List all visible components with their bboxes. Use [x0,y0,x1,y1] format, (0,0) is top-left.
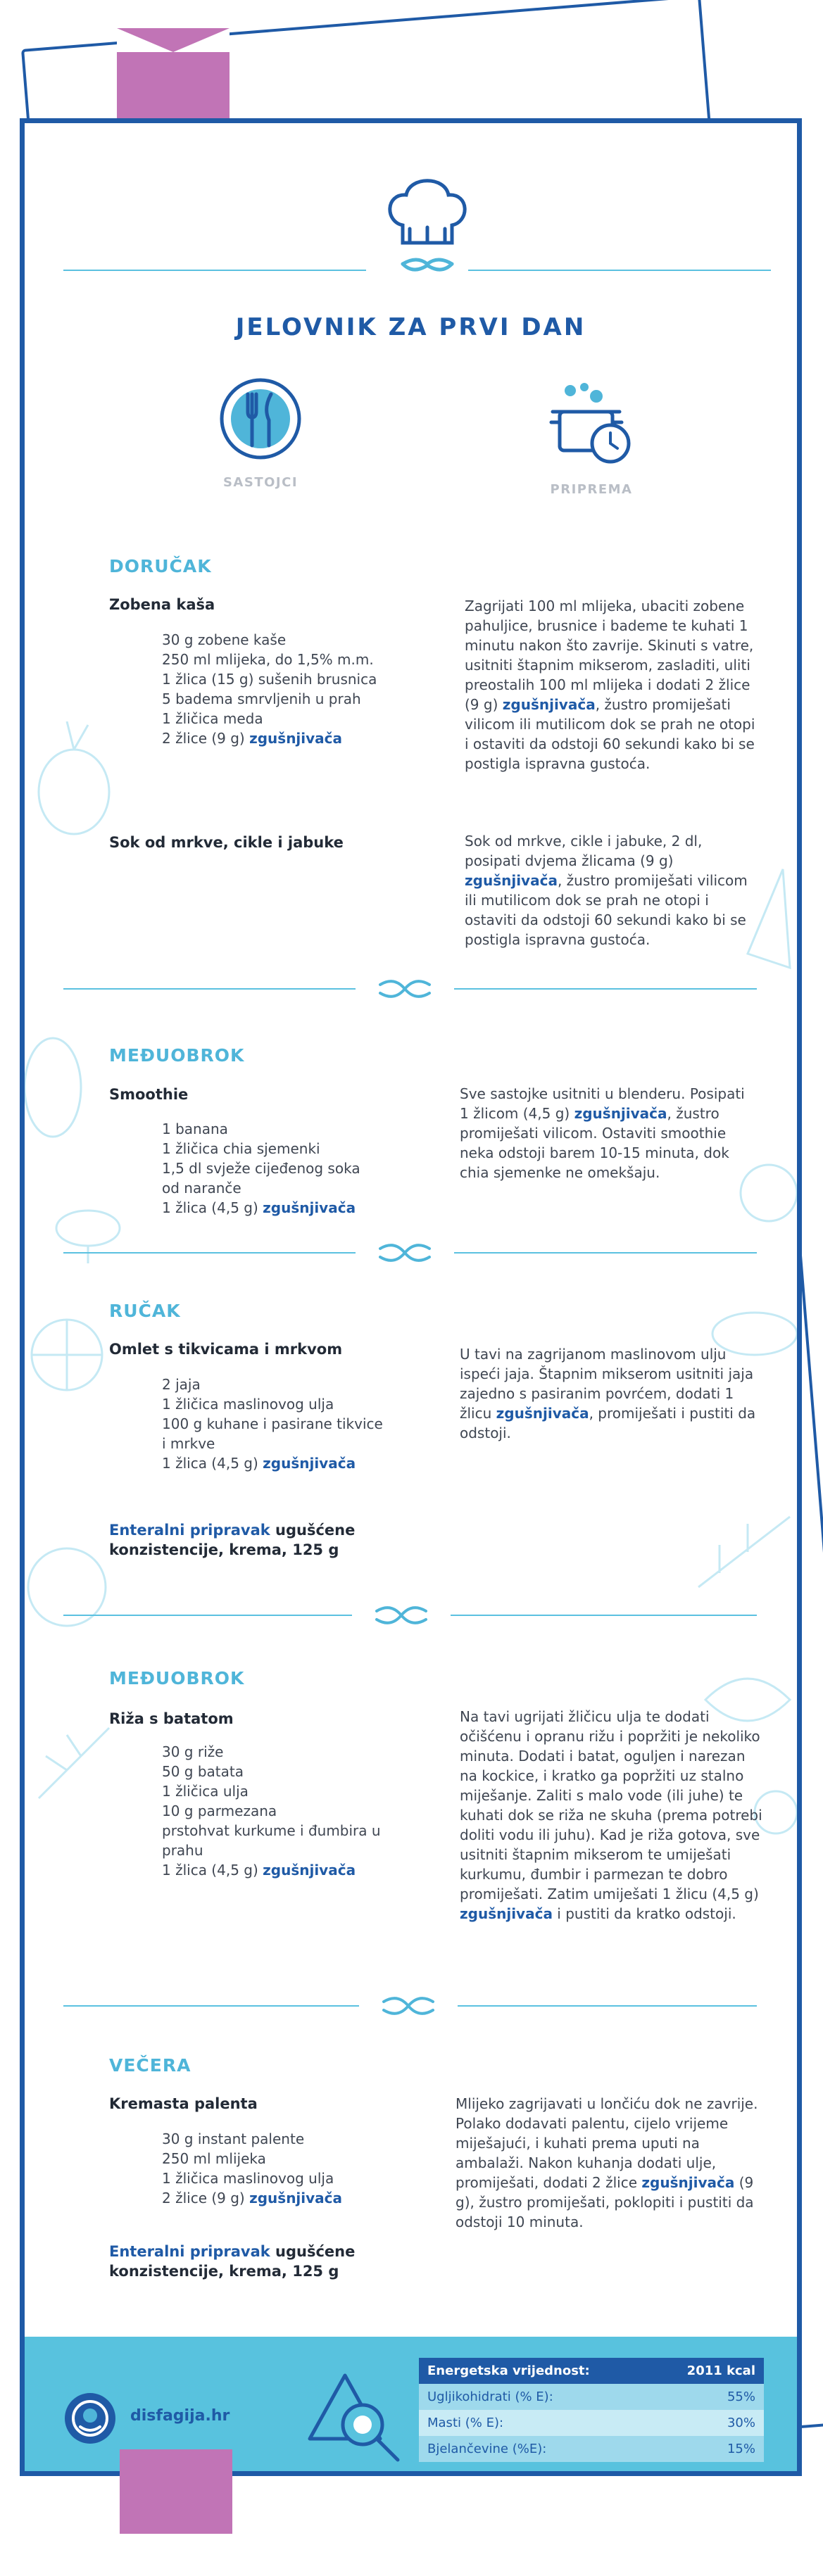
dish-name: Sok od mrkve, cikle i jabuke [109,834,344,851]
ingredient-item: 30 g riže [162,1743,224,1760]
enteral-highlight: Enteralni pripravak [109,1522,270,1539]
section-divider [25,1601,797,1650]
thickener-highlight: zgušnjivača [574,1105,667,1122]
nutrient-value: 55% [653,2384,764,2410]
ingredient-item: 50 g batata [162,1763,244,1780]
nutrition-row [419,2410,764,2436]
dish-name: Smoothie [109,1086,189,1103]
thickener-highlight: zgušnjivača [263,1455,356,1472]
ingredients-icon-block [190,377,331,490]
cooking-pot-timer-icon [546,377,637,468]
ingredient-list [162,1375,383,1473]
nutrient-label: Bjelančevine (%E): [419,2436,653,2462]
preparation-steps [460,1084,755,1182]
site-link[interactable]: disfagija.hr [130,2407,230,2425]
preparation-label: PRIPREMA [550,482,633,497]
ingredient-item: 250 ml mlijeka [162,2150,266,2167]
preparation-steps [465,831,760,949]
ingredient-item: 30 g instant palente [162,2130,305,2147]
bookmark-ribbon-bottom [120,2449,232,2534]
thickener-highlight: zgušnjivača [641,2174,735,2191]
section-divider [25,1992,797,2041]
ingredient-item: i mrkve [162,1435,215,1452]
ingredient-text: 1 žlica (4,5 g) [162,1455,263,1472]
ingredient-item: 5 badema smrvljenih u prah [162,690,361,707]
nutrient-value: 15% [653,2436,764,2462]
nutrition-analysis-icon [303,2368,408,2467]
ingredient-text: 1 žlica (4,5 g) [162,1862,263,1879]
ingredient-text: 2 žlice (9 g) [162,730,250,747]
ingredient-list [162,630,377,748]
nutrient-label: Ugljikohidrati (% E): [419,2384,653,2410]
steps-text: , promiješati i pustiti da odstoji. [460,1405,756,1441]
thickener-highlight: zgušnjivača [263,1199,356,1216]
ingredient-item: 1 žličica maslinovog ulja [162,2170,334,2187]
section-title-snack: MEĐUOBROK [109,1668,245,1688]
plate-cutlery-icon [218,377,303,461]
section-title-snack: MEĐUOBROK [109,1045,245,1066]
ingredient-item: prahu [162,1842,203,1859]
ingredient-item [162,1453,383,1473]
preparation-steps [456,2094,758,2232]
section-title-breakfast: DORUČAK [109,556,212,576]
ingredient-item [162,728,377,748]
page-title: JELOVNIK ZA PRVI DAN [235,313,586,341]
ingredient-text: 1 žlica (4,5 g) [162,1199,263,1216]
ingredient-list [162,1742,381,1880]
enteral-highlight: Enteralni pripravak [109,2243,270,2260]
dish-name: Riža s batatom [109,1710,234,1727]
chef-hat-icon [382,172,473,278]
dish-name: Kremasta palenta [109,2095,258,2112]
nutrition-header-row [419,2358,764,2384]
steps-text: Zagrijati 100 ml mlijeka, ubaciti zobene pahuljice, brusnice i bademe te kuhati 1 minutu nakon što zavrije. Skinuti s vatre, usitniti štapnim mikserom, zasladiti, uliti preostalih 100 ml mlijeka i dodati 2 žlice (9 g) [465,598,754,713]
ingredient-item [162,2188,342,2208]
enteral-supplement-note [109,1520,433,1560]
thickener-highlight: zgušnjivača [502,696,596,713]
header-line-left [63,270,366,271]
ingredient-item: 2 jaja [162,1376,201,1393]
ingredient-item: 250 ml mlijeka, do 1,5% m.m. [162,651,374,668]
thickener-highlight: zgušnjivača [465,872,558,889]
steps-text: , žustro promiješati vilicom ili mutilicom dok se prah ne otopi i ostaviti da odstoji 60 sekundi kako bi se postigla ispravna gustoća. [465,696,755,772]
steps-text: Mlijeko zagrijavati u lončiću dok ne zavrije. Polako dodavati palentu, cijelo vrijeme miješajući, i kuhati prema uputi na ambalaži. Nakon kuhanja dodati ulje, promiješati, dodati 2 žlice [456,2095,758,2191]
section-divider [25,1239,797,1288]
energy-value: 2011 kcal [653,2358,764,2384]
ingredient-item: 10 g parmezana [162,1802,277,1819]
ingredient-item: 100 g kuhane i pasirane tikvice [162,1415,383,1432]
section-divider [25,975,797,1024]
steps-text: (9 g), žustro promiješati, poklopiti i pustiti da odstoji 10 minuta. [456,2174,754,2230]
enteral-text: ugušćene konzistencije, krema, 125 g [109,1522,356,1558]
ingredient-item [162,1198,360,1218]
nutrient-value: 30% [653,2410,764,2436]
ingredient-text: 2 žlice (9 g) [162,2190,250,2206]
steps-text: , žustro promiješati vilicom. Ostaviti smoothie neka odstoji barem 10-15 minuta, dok chia sjemenke ne omekšaju. [460,1105,729,1181]
nutrition-row [419,2384,764,2410]
ingredient-item: 30 g zobene kaše [162,631,287,648]
nutrition-row [419,2436,764,2462]
nutrition-table [419,2358,764,2462]
menu-card [20,118,802,2476]
nutrient-label: Masti (% E): [419,2410,653,2436]
steps-text: Sve sastojke usitniti u blenderu. Posipati 1 žlicom (4,5 g) [460,1085,745,1122]
preparation-steps [460,1344,762,1443]
ingredient-item: 1 žlica (15 g) sušenih brusnica [162,671,377,688]
steps-text: U tavi na zagrijanom maslinovom ulju ispeći jaja. Štapnim mikserom usitniti jaja zajedno s pasiranim povrćem, dodati 1 žlicu [460,1346,754,1422]
disfagija-logo-icon [63,2392,117,2445]
dish-name: Omlet s tikvicama i mrkvom [109,1341,343,1358]
thickener-highlight: zgušnjivača [496,1405,589,1422]
ingredients-label: SASTOJCI [222,475,299,490]
thickener-highlight: zgušnjivača [249,730,343,747]
header-line-right [468,270,771,271]
steps-text: Na tavi ugrijati žličicu ulja te dodati očišćenu i opranu rižu i popržiti je nekoliko minuta. Dodati i batat, oguljen i narezan na kockice, i kratko ga popržiti uz stalno miješanje. Zaliti s malo vode (ili juhe) te kuhati dok se riža ne skuha (prema potrebi doliti vodu ili juhu). Kad je riža gotova, sve usitniti štapnim mikserom te umiješati kurkumu, đumbir i parmezan te dobro promiješati. Zatim umiješati 1 žlicu (4,5 g) [460,1708,762,1902]
ingredient-list [162,1119,360,1218]
bookmark-ribbon-notch [117,28,230,52]
ingredient-list [162,2129,342,2208]
section-title-lunch: RUČAK [109,1301,181,1321]
enteral-text: ugušćene konzistencije, krema, 125 g [109,2243,356,2280]
dish-name: Zobena kaša [109,596,215,613]
thickener-highlight: zgušnjivača [263,1862,356,1879]
steps-text: , žustro promiješati vilicom ili mutilicom dok se prah ne otopi i ostaviti da odstoji 60 sekundi kako bi se postigla ispravna gustoća. [465,872,748,948]
ingredient-item: 1 žličica maslinovog ulja [162,1396,334,1413]
preparation-icon-block [521,377,662,497]
ingredient-item: 1,5 dl svježe cijeđenog soka [162,1160,360,1177]
ingredient-item: 1 žličica chia sjemenki [162,1140,320,1157]
thickener-highlight: zgušnjivača [249,2190,343,2206]
energy-label: Energetska vrijednost: [419,2358,653,2384]
ingredient-item: 1 žličica meda [162,710,263,727]
preparation-steps [465,596,760,774]
steps-text: Sok od mrkve, cikle i jabuke, 2 dl, posipati dvjema žlicama (9 g) [465,833,703,869]
section-title-dinner: VEČERA [109,2055,191,2076]
ingredient-item: od naranče [162,1180,241,1197]
ingredient-item: 1 žličica ulja [162,1783,249,1800]
preparation-steps [460,1707,766,1924]
thickener-highlight: zgušnjivača [460,1905,553,1922]
ingredient-item: 1 banana [162,1120,228,1137]
ingredient-item: prstohvat kurkume i đumbira u [162,1822,381,1839]
enteral-supplement-note [109,2242,433,2281]
steps-text: i pustiti da kratko odstoji. [552,1905,736,1922]
ingredient-item [162,1860,381,1880]
